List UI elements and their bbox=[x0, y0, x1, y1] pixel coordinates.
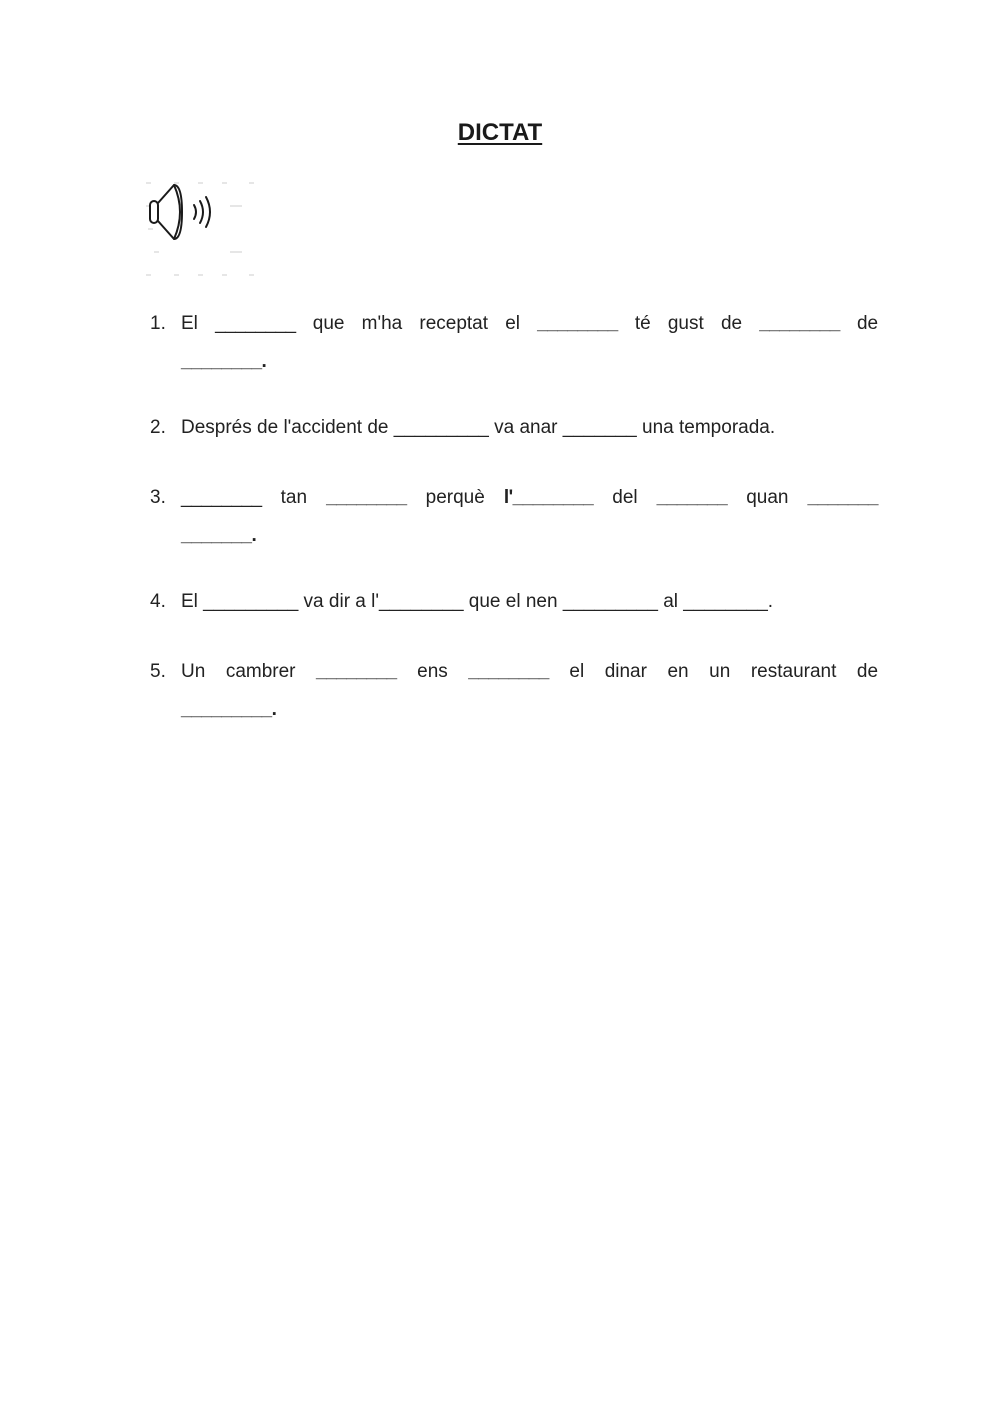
word: té bbox=[634, 313, 651, 334]
fill-blank[interactable]: ________ bbox=[326, 487, 407, 508]
word: un bbox=[709, 661, 731, 682]
fill-blank[interactable]: ________ bbox=[316, 661, 397, 682]
item-sentence: Després de l'accident de _________ va anar _______ una temporada. bbox=[181, 417, 776, 438]
word: Un bbox=[181, 661, 206, 682]
item-line bbox=[181, 479, 878, 517]
word: que bbox=[312, 313, 345, 334]
fill-blank-end[interactable]: ________. bbox=[181, 351, 267, 372]
fill-blank[interactable]: ________ bbox=[759, 313, 840, 334]
fill-blank-end[interactable]: _______. bbox=[181, 525, 257, 546]
page-title: DICTAT bbox=[457, 119, 543, 146]
word: El bbox=[181, 313, 198, 334]
word: de bbox=[720, 313, 743, 334]
fill-blank[interactable]: _______ bbox=[807, 487, 878, 508]
word: dinar bbox=[604, 661, 647, 682]
fill-blank[interactable]: ________ bbox=[468, 661, 549, 682]
item-number: 1. bbox=[150, 313, 166, 334]
word: receptat bbox=[419, 313, 489, 334]
word: quan bbox=[746, 487, 789, 508]
item-number: 4. bbox=[150, 591, 166, 612]
word: m'ha bbox=[361, 313, 403, 334]
dictation-item-4 bbox=[150, 583, 878, 621]
item-number: 3. bbox=[150, 487, 166, 508]
item-sentence: El _________ va dir a l'________ que el nen _________ al ________. bbox=[181, 591, 774, 612]
item-line bbox=[181, 305, 878, 343]
dictation-item-5 bbox=[150, 653, 878, 729]
word: de bbox=[856, 313, 879, 334]
word: restaurant bbox=[750, 661, 837, 682]
fill-blank[interactable]: ________ bbox=[215, 313, 296, 334]
dictation-item-3 bbox=[150, 479, 878, 555]
speaker-icon bbox=[146, 179, 216, 245]
fill-blank[interactable]: l'________ bbox=[503, 487, 594, 508]
word: perquè bbox=[425, 487, 485, 508]
audio-play-button[interactable] bbox=[126, 165, 238, 265]
item-number: 2. bbox=[150, 417, 166, 438]
dictation-item-2 bbox=[150, 409, 878, 447]
fill-blank[interactable]: ________ bbox=[537, 313, 618, 334]
word: en bbox=[667, 661, 689, 682]
fill-blank-end[interactable]: _________. bbox=[181, 699, 277, 720]
word: ens bbox=[417, 661, 448, 682]
item-line bbox=[181, 653, 878, 691]
word: tan bbox=[280, 487, 308, 508]
fill-blank[interactable]: _______ bbox=[656, 487, 728, 508]
dictation-item-1 bbox=[150, 305, 878, 381]
word: del bbox=[612, 487, 638, 508]
fill-blank[interactable]: ________ bbox=[181, 487, 262, 508]
word: gust bbox=[667, 313, 704, 334]
word: el bbox=[569, 661, 585, 682]
word: de bbox=[856, 661, 879, 682]
item-number: 5. bbox=[150, 661, 166, 682]
word: cambrer bbox=[225, 661, 296, 682]
word: el bbox=[505, 313, 520, 334]
